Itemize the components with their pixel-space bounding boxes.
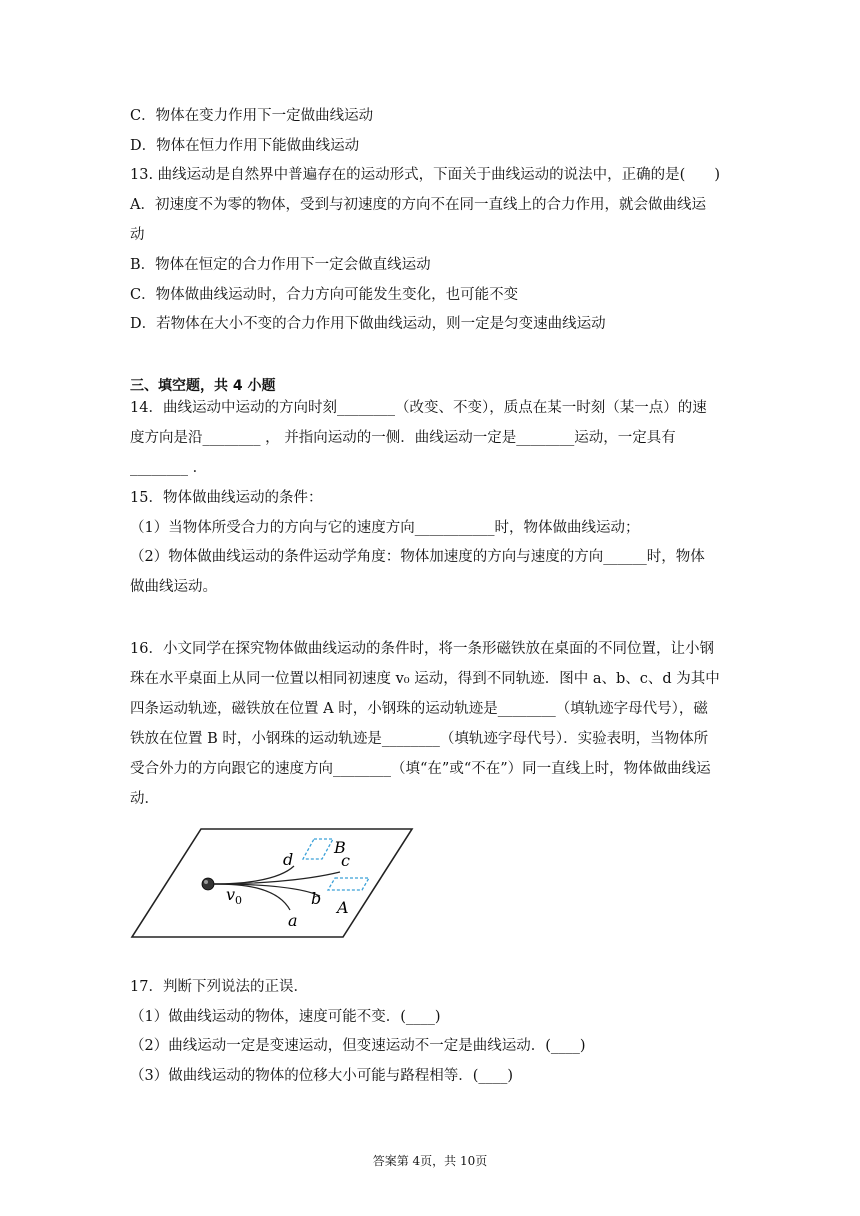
label-b: b bbox=[311, 889, 322, 908]
q16-line5: 受合外力的方向跟它的速度方向________（填“在”或“不在”）同一直线上时，物体做曲线运 bbox=[130, 761, 711, 777]
q16-line6: 动． bbox=[130, 791, 159, 807]
q15-line3: （2）物体做曲线运动的条件运动学角度：物体加速度的方向与速度的方向______时，物体 bbox=[130, 549, 705, 565]
label-d: d bbox=[283, 850, 294, 869]
magnet-position-B bbox=[303, 839, 333, 859]
label-a: a bbox=[288, 911, 298, 930]
q13-option-d: D．若物体在大小不变的合力作用下做曲线运动，则一定是匀变速曲线运动 bbox=[130, 316, 606, 332]
q13-option-a-line2: 动 bbox=[130, 227, 145, 243]
q15-line2: （1）当物体所受合力的方向与它的速度方向___________时，物体做曲线运动； bbox=[130, 520, 640, 536]
q12-option-d: D．物体在恒力作用下能做曲线运动 bbox=[130, 138, 360, 154]
q14-line3: ________ ． bbox=[130, 460, 208, 476]
label-c: c bbox=[341, 851, 350, 870]
q14-line2: 度方向是沿________ ， 并指向运动的一侧．曲线运动一定是________运动，一定具有 bbox=[130, 430, 676, 446]
q17-line4: （3）做曲线运动的物体的位移大小可能与路程相等．(____) bbox=[130, 1068, 514, 1084]
label-B: B bbox=[334, 838, 346, 857]
q13-stem: 13. 曲线运动是自然界中普遍存在的运动形式，下面关于曲线运动的说法中，正确的是( ) bbox=[130, 167, 720, 183]
magnet-position-A bbox=[328, 878, 369, 890]
q17-line1: 17．判断下列说法的正误． bbox=[130, 979, 308, 995]
q17-line2: （1）做曲线运动的物体，速度可能不变．(____) bbox=[130, 1009, 441, 1025]
label-v0 bbox=[226, 885, 242, 907]
q16-line4: 铁放在位置 B 时，小钢珠的运动轨迹是________（填轨迹字母代号）．实验表明，当物体所 bbox=[130, 731, 709, 747]
q17-line3: （2）曲线运动一定是变速运动，但变速运动不一定是曲线运动．(____) bbox=[130, 1038, 586, 1054]
table-surface bbox=[132, 829, 412, 937]
q16-line3: 四条运动轨迹，磁铁放在位置 A 时，小钢珠的运动轨迹是________（填轨迹字母代号），磁 bbox=[130, 701, 708, 717]
label-v-subscript: 0 bbox=[235, 894, 243, 907]
section-title: 三、填空题，共 4 小题 bbox=[130, 378, 276, 394]
steel-ball-highlight bbox=[204, 880, 208, 884]
q13-option-b: B．物体在恒定的合力作用下一定会做直线运动 bbox=[130, 257, 431, 273]
label-v: v bbox=[226, 885, 236, 904]
trajectory-c bbox=[214, 872, 340, 884]
q15-line4: 做曲线运动。 bbox=[130, 579, 217, 595]
q16-line2: 珠在水平桌面上从同一位置以相同初速度 v₀ 运动，得到不同轨迹．图中 a、b、c、d 为其中 bbox=[130, 671, 720, 687]
steel-ball bbox=[202, 878, 214, 890]
page-footer: 答案第 4页，共 10页 bbox=[372, 1154, 488, 1168]
q13-option-a-line1: A．初速度不为零的物体，受到与初速度的方向不在同一直线上的合力作用，就会做曲线运 bbox=[130, 197, 706, 213]
q14-line1: 14．曲线运动中运动的方向时刻________（改变、不变），质点在某一时刻（某一点）的速 bbox=[130, 400, 707, 416]
q13-option-c: C．物体做曲线运动时，合力方向可能发生变化，也可能不变 bbox=[130, 287, 519, 303]
label-A: A bbox=[337, 898, 349, 917]
trajectory-figure bbox=[128, 826, 418, 942]
q16-line1: 16．小文同学在探究物体做曲线运动的条件时，将一条形磁铁放在桌面的不同位置，让小钢 bbox=[130, 641, 714, 657]
q15-line1: 15．物体做曲线运动的条件： bbox=[130, 490, 323, 506]
q12-option-c: C．物体在变力作用下一定做曲线运动 bbox=[130, 108, 374, 124]
